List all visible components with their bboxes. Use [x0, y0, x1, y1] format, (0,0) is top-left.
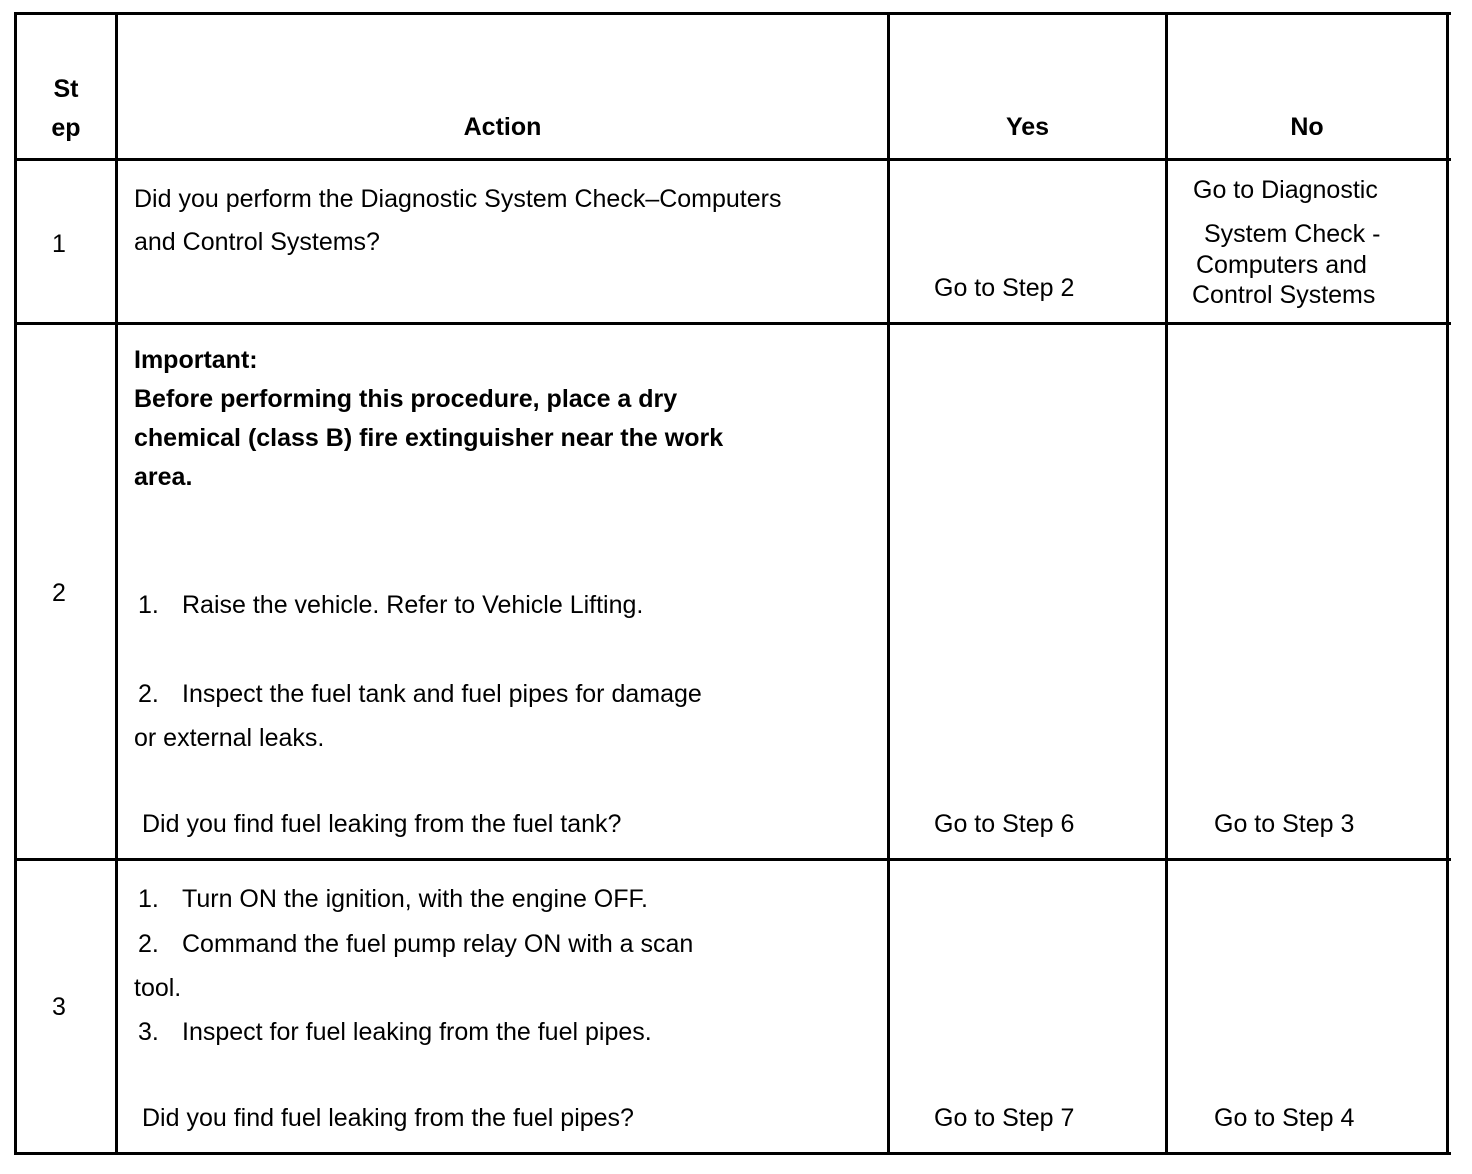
header-divider — [14, 158, 1451, 161]
yes-result: Go to Step 6 — [934, 810, 1075, 838]
list-item-number: 1. — [138, 885, 159, 913]
header-step-line2: ep — [51, 114, 81, 142]
list-item-text: Inspect the fuel tank and fuel pipes for damage — [182, 680, 702, 708]
yes-result: Go to Step 2 — [934, 274, 1075, 302]
step-number: 2 — [52, 579, 66, 607]
step-number: 3 — [52, 993, 66, 1021]
list-item-text: Command the fuel pump relay ON with a scan — [182, 930, 694, 958]
step-number: 1 — [52, 230, 66, 258]
important-text-line3: area. — [134, 463, 193, 491]
table-border-right — [1446, 12, 1449, 1155]
action-text-line1: Did you perform the Diagnostic System Check–Computers — [134, 185, 782, 213]
no-result-line2: System Check - — [1204, 220, 1381, 248]
no-result-line1: Go to Diagnostic — [1193, 176, 1378, 204]
question-text: Did you find fuel leaking from the fuel tank? — [142, 810, 622, 838]
important-text-line2: chemical (class B) fire extinguisher near the work — [134, 424, 724, 452]
no-result: Go to Step 4 — [1214, 1104, 1355, 1132]
list-item-continuation: tool. — [134, 974, 182, 1002]
important-label: Important: — [134, 346, 258, 374]
question-text: Did you find fuel leaking from the fuel pipes? — [142, 1104, 634, 1132]
row-divider-1 — [14, 322, 1451, 325]
yes-result: Go to Step 7 — [934, 1104, 1075, 1132]
list-item-number: 2. — [138, 680, 159, 708]
list-item-continuation: or external leaks. — [134, 724, 325, 752]
header-action: Action — [463, 113, 542, 141]
important-text-line1: Before performing this procedure, place a dry — [134, 385, 678, 413]
action-text-line2: and Control Systems? — [134, 228, 380, 256]
header-step-line1: St — [53, 75, 79, 103]
table-border-bottom — [14, 1152, 1451, 1155]
no-result-line4: Control Systems — [1192, 281, 1376, 309]
column-divider-yes — [1165, 12, 1168, 1155]
no-result-line3: Computers and — [1196, 251, 1367, 279]
column-divider-action — [887, 12, 890, 1155]
row-divider-2 — [14, 858, 1451, 861]
list-item-text: Inspect for fuel leaking from the fuel pipes. — [182, 1018, 652, 1046]
list-item-text: Raise the vehicle. Refer to Vehicle Lifting. — [182, 591, 644, 619]
list-item-number: 1. — [138, 591, 159, 619]
no-result: Go to Step 3 — [1214, 810, 1355, 838]
header-yes: Yes — [1005, 113, 1050, 141]
list-item-number: 2. — [138, 930, 159, 958]
list-item-text: Turn ON the ignition, with the engine OFF. — [182, 885, 648, 913]
header-no: No — [1290, 113, 1324, 141]
column-divider-step — [115, 12, 118, 1155]
table-border-top — [14, 12, 1451, 15]
list-item-number: 3. — [138, 1018, 159, 1046]
